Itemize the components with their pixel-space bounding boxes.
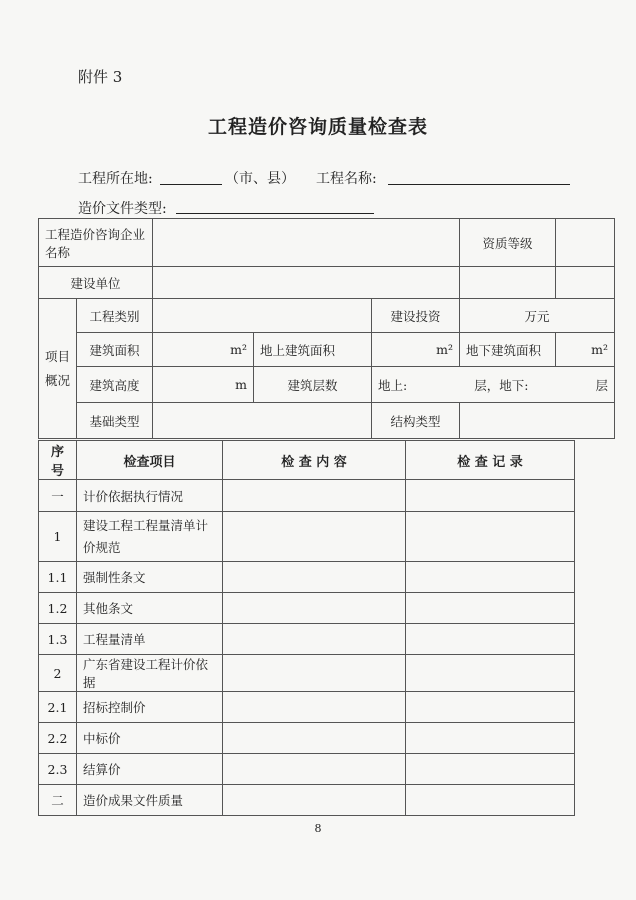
row-record xyxy=(406,562,575,593)
row-content xyxy=(223,785,406,816)
table-row xyxy=(39,562,575,593)
row-no: 一 xyxy=(39,480,77,512)
table-row xyxy=(39,512,575,562)
structure-label-cell xyxy=(372,403,460,439)
row-item: 结算价 xyxy=(77,754,223,785)
area-value xyxy=(153,333,254,367)
row-content xyxy=(223,692,406,723)
page-title: 工程造价咨询质量检查表 xyxy=(207,116,428,138)
foundation-label-cell xyxy=(77,403,153,439)
row-no: 2.1 xyxy=(39,692,77,723)
above-area-value xyxy=(372,333,460,367)
floors-unit-below: 层 xyxy=(595,377,609,393)
header-content: 检 查 内 容 xyxy=(223,441,406,480)
height-label: 建筑高度 xyxy=(89,377,140,393)
floors-label: 建筑层数 xyxy=(287,377,338,393)
above-floors-label: 地上: xyxy=(378,377,408,393)
builder-value xyxy=(153,267,460,299)
row-record xyxy=(406,655,575,692)
row-no: 2.3 xyxy=(39,754,77,785)
row-no: 1.3 xyxy=(39,624,77,655)
company-value xyxy=(153,219,460,267)
row-item: 广东省建设工程计价依据 xyxy=(77,655,223,692)
table-row xyxy=(39,692,575,723)
project-type-value xyxy=(153,299,372,333)
builder-extra-1 xyxy=(460,267,556,299)
row-content xyxy=(223,480,406,512)
project-name-blank xyxy=(388,184,570,185)
row-content xyxy=(223,624,406,655)
doc-type-blank xyxy=(176,213,374,214)
row-record xyxy=(406,723,575,754)
table-row xyxy=(39,480,575,512)
row-content xyxy=(223,723,406,754)
row-item: 造价成果文件质量 xyxy=(77,785,223,816)
table-row xyxy=(39,785,575,816)
height-label-cell xyxy=(77,367,153,403)
row-item: 其他条文 xyxy=(77,593,223,624)
company-label: 工程造价咨询企业名称 xyxy=(45,226,146,260)
qualification-label-cell xyxy=(460,219,556,267)
row-content xyxy=(223,593,406,624)
table-row xyxy=(39,624,575,655)
builder-label-cell xyxy=(39,267,153,299)
area-unit: m² xyxy=(230,342,248,357)
above-area-label: 地上建筑面积 xyxy=(260,342,336,358)
floors-value xyxy=(372,367,615,403)
builder-extra-2 xyxy=(556,267,615,299)
row-item: 强制性条文 xyxy=(77,562,223,593)
page-number: 8 xyxy=(314,822,322,835)
table-row xyxy=(39,723,575,754)
row-record xyxy=(406,785,575,816)
row-no: 2.2 xyxy=(39,723,77,754)
structure-value xyxy=(460,403,615,439)
row-no: 2 xyxy=(39,655,77,692)
structure-label: 结构类型 xyxy=(390,413,441,429)
header-item: 检查项目 xyxy=(77,441,223,480)
investment-value xyxy=(460,299,615,333)
floors-unit-above: 层，地下: xyxy=(474,377,529,393)
floors-label-cell xyxy=(254,367,372,403)
row-record xyxy=(406,480,575,512)
overview-label: 项目概况 xyxy=(44,348,70,388)
investment-unit: 万元 xyxy=(524,308,550,324)
row-item: 招标控制价 xyxy=(77,692,223,723)
overview-label-cell xyxy=(39,299,77,439)
row-record xyxy=(406,593,575,624)
city-label: （市、县） xyxy=(225,171,295,187)
table-row xyxy=(39,754,575,785)
project-info-table xyxy=(38,218,615,439)
row-item: 建设工程工程量清单计价规范 xyxy=(77,512,223,562)
row-item: 计价依据执行情况 xyxy=(77,480,223,512)
project-type-label-cell xyxy=(77,299,153,333)
above-area-label-cell xyxy=(254,333,372,367)
check-table xyxy=(38,440,575,816)
below-area-label: 地下建筑面积 xyxy=(466,342,542,358)
height-value xyxy=(153,367,254,403)
project-name-label: 工程名称: xyxy=(316,171,377,187)
investment-label-cell xyxy=(372,299,460,333)
location-blank xyxy=(160,184,222,185)
attachment-label: 附件 3 xyxy=(78,68,123,86)
project-type-label: 工程类别 xyxy=(89,308,140,324)
table-row xyxy=(39,655,575,692)
below-area-label-cell xyxy=(460,333,556,367)
height-unit: m xyxy=(235,377,248,392)
header-no: 序号 xyxy=(39,441,77,480)
row-record xyxy=(406,624,575,655)
below-area-unit: m² xyxy=(591,342,609,357)
qualification-value xyxy=(556,219,615,267)
row-content xyxy=(223,655,406,692)
investment-label: 建设投资 xyxy=(390,308,441,324)
above-area-unit: m² xyxy=(436,342,454,357)
foundation-value xyxy=(153,403,372,439)
foundation-label: 基础类型 xyxy=(89,413,140,429)
row-no: 1.1 xyxy=(39,562,77,593)
row-content xyxy=(223,562,406,593)
row-content xyxy=(223,754,406,785)
row-record xyxy=(406,512,575,562)
row-no: 1 xyxy=(39,512,77,562)
doc-type-label: 造价文件类型: xyxy=(78,201,167,217)
builder-label: 建设单位 xyxy=(70,275,121,291)
row-item: 中标价 xyxy=(77,723,223,754)
row-record xyxy=(406,692,575,723)
area-label-cell xyxy=(77,333,153,367)
location-label: 工程所在地: xyxy=(78,171,153,187)
area-label: 建筑面积 xyxy=(89,342,140,358)
company-label-cell xyxy=(39,219,153,267)
row-no: 二 xyxy=(39,785,77,816)
below-area-value xyxy=(556,333,615,367)
row-content xyxy=(223,512,406,562)
row-item: 工程量清单 xyxy=(77,624,223,655)
qualification-label: 资质等级 xyxy=(482,235,533,251)
header-record: 检 查 记 录 xyxy=(406,441,575,480)
row-record xyxy=(406,754,575,785)
table-row xyxy=(39,593,575,624)
row-no: 1.2 xyxy=(39,593,77,624)
